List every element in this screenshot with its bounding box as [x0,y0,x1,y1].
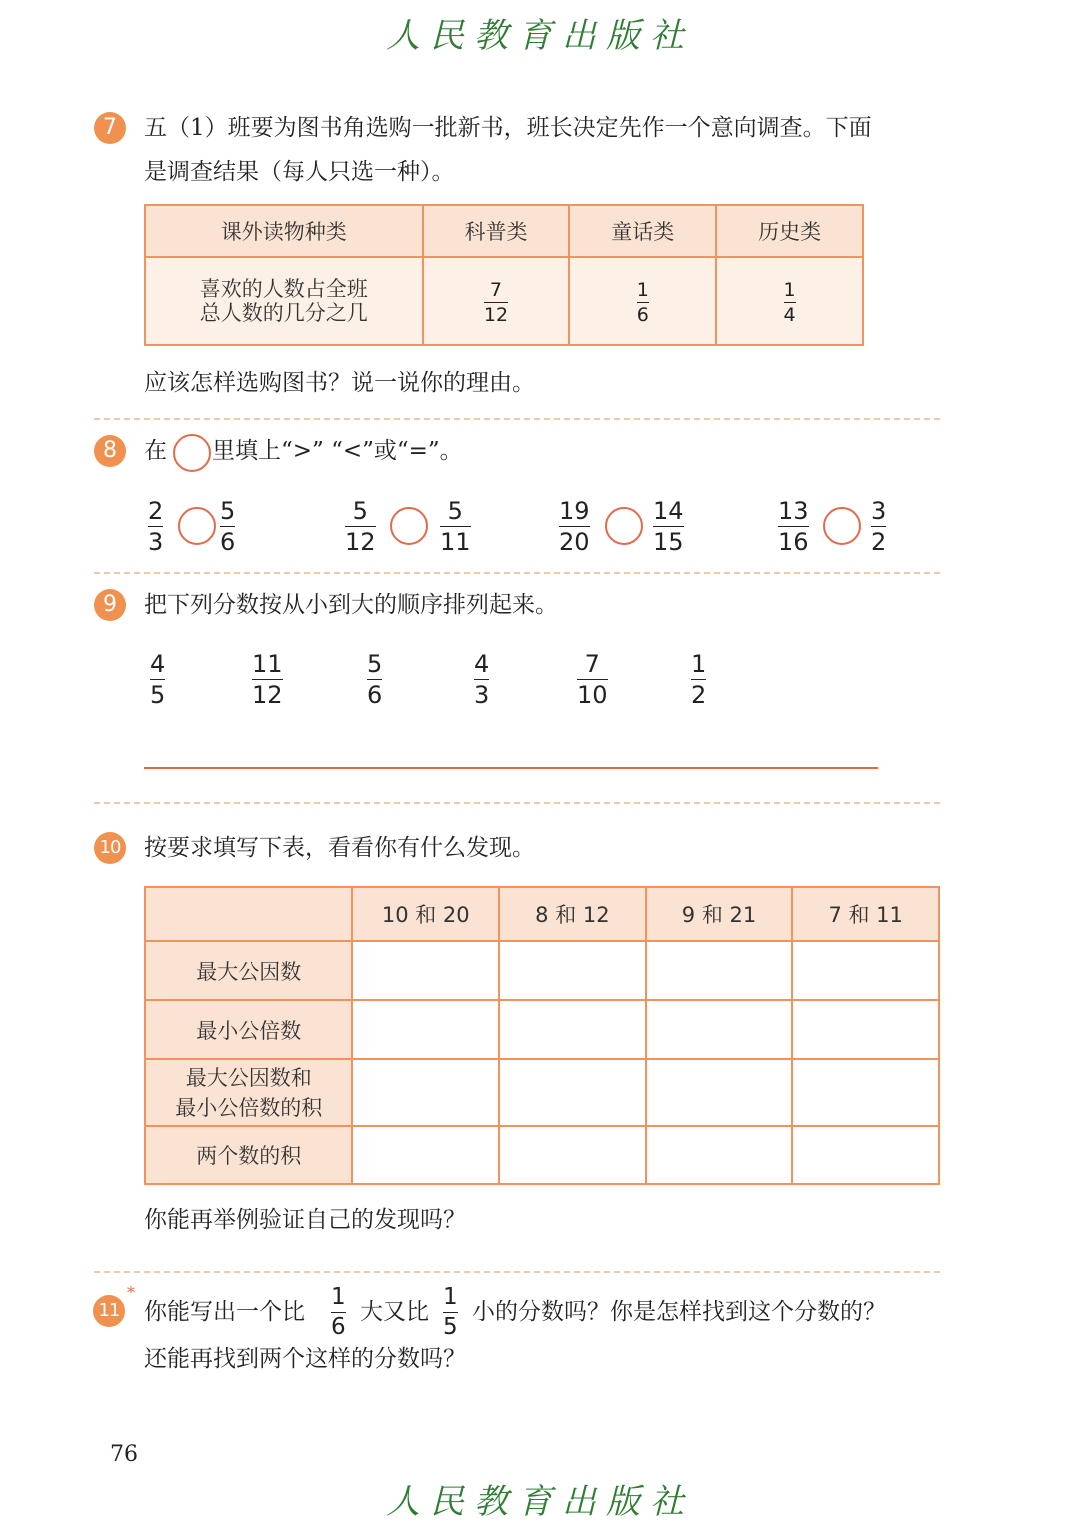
answer-cell[interactable] [646,1126,793,1184]
fraction: 5 12 [345,497,376,556]
answer-cell[interactable] [352,941,499,1000]
q7-row-label-line1: 喜欢的人数占全班 [199,277,368,301]
q9-text: 把下列分数按从小到大的顺序排列起来。 [144,592,558,618]
publisher-logo: 人民教育出版社 [386,16,694,56]
q11-text-line2: 还能再找到两个这样的分数吗？ [144,1346,466,1372]
q10-header-col4: 7 和 11 [792,887,939,941]
fraction: 3 2 [871,497,887,556]
q8-text-before: 在 [144,438,167,464]
q11-text-part2: 大又比 [360,1299,429,1325]
compare-circle[interactable] [605,507,643,545]
answer-cell[interactable] [352,1126,499,1184]
q8-text-after: 里填上“>” “<”或“=”。 [212,438,463,464]
fraction: 7 10 [577,650,608,709]
question-7-badge: 7 [94,112,126,144]
fraction: 11 12 [252,650,283,709]
answer-cell[interactable] [792,1059,939,1126]
q10-row-product-gcd-lcm: 最大公因数和 最小公倍数的积 [145,1059,352,1126]
answer-cell[interactable] [352,1000,499,1059]
answer-cell[interactable] [499,1059,646,1126]
q10-text: 按要求填写下表，看看你有什么发现。 [144,835,535,861]
q10-header-col2: 8 和 12 [499,887,646,941]
q11-text-part3: 小的分数吗？你是怎样找到这个分数的？ [472,1299,886,1325]
q7-survey-table [144,204,864,346]
answer-cell[interactable] [499,1000,646,1059]
optional-star: * [127,1283,135,1302]
q10-row-product: 两个数的积 [145,1126,352,1184]
fraction: 1 2 [691,650,707,709]
compare-circle[interactable] [823,507,861,545]
q9-answer-line[interactable] [144,767,878,769]
page-number: 76 [110,1442,138,1467]
q7-cell-fairy [569,257,716,345]
q7-text-line2: 是调查结果（每人只选一种）。 [144,159,455,185]
fraction: 4 3 [474,650,490,709]
answer-cell[interactable] [646,1000,793,1059]
fraction: 1 5 [443,1284,458,1340]
q7-row-label [145,257,423,345]
divider [94,572,940,574]
q7-header-category: 课外读物种类 [145,205,423,257]
q10-gcd-lcm-table [144,886,940,1185]
q7-cell-science [423,257,570,345]
fraction: 4 5 [150,650,166,709]
answer-cell[interactable] [792,1126,939,1184]
answer-cell[interactable] [352,1059,499,1126]
q7-cell-history [716,257,863,345]
q7-row-label-line2: 总人数的几分之几 [199,301,368,325]
answer-cell[interactable] [792,941,939,1000]
compare-circle[interactable] [178,507,216,545]
answer-cell[interactable] [646,941,793,1000]
answer-cell[interactable] [792,1000,939,1059]
q7-header-history: 历史类 [716,205,863,257]
fraction: 5 11 [440,497,471,556]
fraction: 5 6 [220,497,236,556]
fraction: 5 6 [367,650,383,709]
answer-cell[interactable] [646,1059,793,1126]
fraction: $\frac{1}{4}$ [783,278,796,326]
q8-example-circle [173,434,211,472]
publisher-logo-footer: 人民教育出版社 [386,1482,694,1522]
q10-header-col3: 9 和 21 [646,887,793,941]
q10-header-col1: 10 和 20 [352,887,499,941]
divider [94,418,940,420]
question-10-badge: 10 [94,832,126,864]
fraction: 13 16 [778,497,809,556]
fraction: 14 15 [653,497,684,556]
q7-header-fairy: 童话类 [569,205,716,257]
compare-circle[interactable] [390,507,428,545]
q11-text-part1: 你能写出一个比 [144,1299,305,1325]
answer-cell[interactable] [499,941,646,1000]
question-8-badge: 8 [94,435,126,467]
fraction: 19 20 [559,497,590,556]
q7-text-line1: 五（1）班要为图书角选购一批新书，班长决定先作一个意向调查。下面 [144,115,872,141]
q10-question: 你能再举例验证自己的发现吗？ [144,1207,466,1233]
fraction: 1 6 [331,1284,346,1340]
answer-cell[interactable] [499,1126,646,1184]
q10-row-gcd: 最大公因数 [145,941,352,1000]
fraction: $\frac{7}{12}$ [483,278,509,326]
divider [94,1271,940,1273]
q7-question: 应该怎样选购图书？说一说你的理由。 [144,370,535,396]
q7-header-science: 科普类 [423,205,570,257]
question-11-badge: 11 [93,1295,125,1327]
question-9-badge: 9 [94,589,126,621]
q10-row-lcm: 最小公倍数 [145,1000,352,1059]
fraction: 2 3 [148,497,164,556]
divider [94,802,940,804]
fraction: $\frac{1}{6}$ [636,278,649,326]
q10-header-blank [145,887,352,941]
